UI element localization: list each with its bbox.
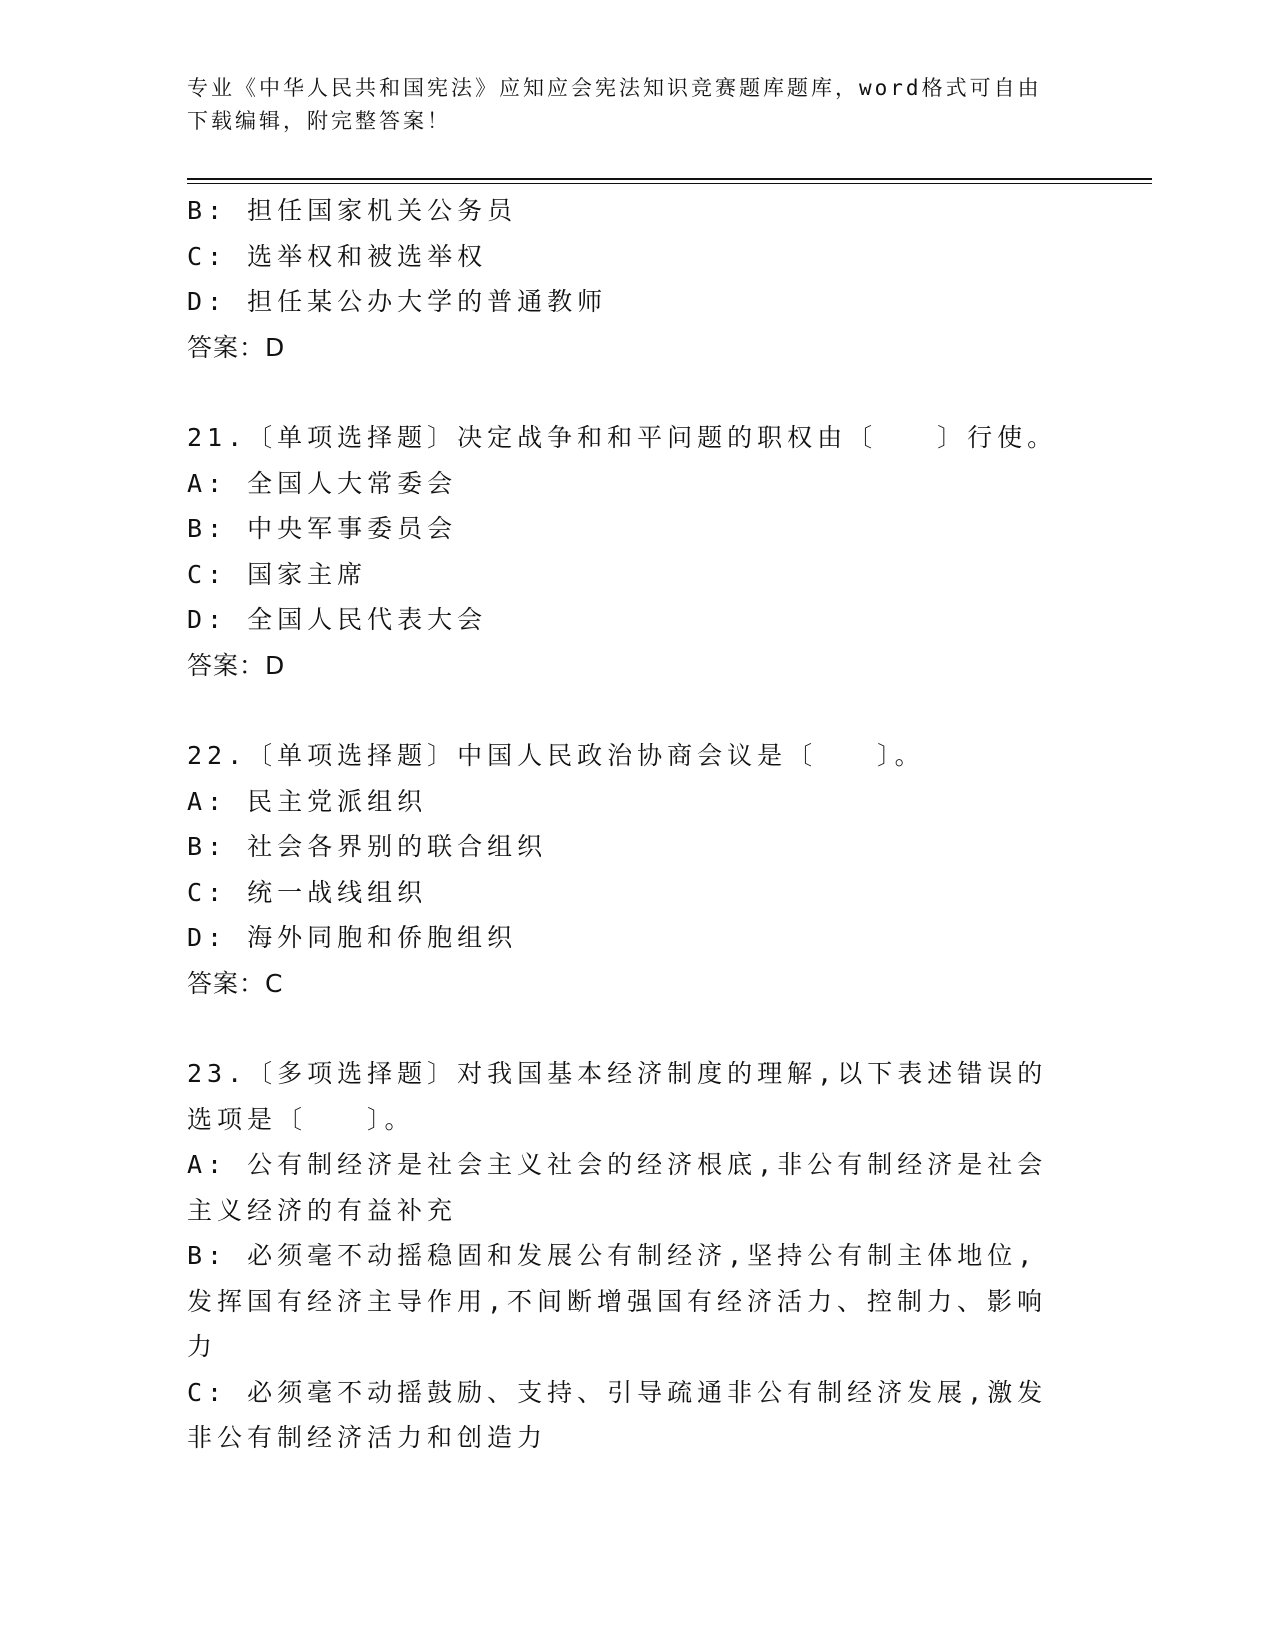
option-a: A: 全国人大常委会: [187, 468, 458, 498]
header-line-1: 专业《中华人民共和国宪法》应知应会宪法知识竞赛题库题库，word格式可自由: [187, 76, 1042, 100]
header-rule-thin: [187, 183, 1152, 184]
spacer: [187, 370, 1087, 415]
option-a: A: 民主党派组织: [187, 786, 428, 816]
option-a: A: 公有制经济是社会主义社会的经济根底,非公有制经济是社会主义经济的有益补充: [187, 1150, 1048, 1225]
question-21: [187, 415, 1087, 688]
answer: 答案：D: [187, 332, 286, 362]
spacer: [187, 1006, 1087, 1051]
question-stem: 23.〔多项选择题〕对我国基本经济制度的理解,以下表述错误的选项是〔 〕。: [187, 1059, 1048, 1134]
option-b: B: 必须毫不动摇稳固和发展公有制经济,坚持公有制主体地位,发挥国有经济主导作用,不间断增强国有经济活力、控制力、影响力: [187, 1241, 1048, 1361]
option-c: C: 必须毫不动摇鼓励、支持、引导疏通非公有制经济发展,激发非公有制经济活力和创造力: [187, 1377, 1048, 1452]
question-20-continued: [187, 188, 1087, 370]
answer: 答案：C: [187, 968, 284, 998]
option-d: D: 担任某公办大学的普通教师: [187, 287, 608, 316]
spacer: [187, 688, 1087, 733]
option-d: D: 海外同胞和侨胞组织: [187, 923, 518, 952]
document-header: [187, 72, 1067, 138]
answer: 答案：D: [187, 650, 286, 680]
header-rule-thick: [187, 178, 1152, 180]
option-c: C: 选举权和被选举权: [187, 241, 488, 271]
option-c: C: 统一战线组织: [187, 877, 428, 907]
option-b: B: 担任国家机关公务员: [187, 196, 518, 225]
option-c: C: 国家主席: [187, 559, 368, 589]
question-22: [187, 733, 1087, 1006]
option-b: B: 社会各界别的联合组织: [187, 832, 548, 861]
question-list: [187, 188, 1087, 1461]
header-line-2: 下载编辑，附完整答案！: [187, 109, 451, 133]
question-stem: 22.〔单项选择题〕中国人民政治协商会议是〔 〕。: [187, 741, 925, 770]
question-stem: 21.〔单项选择题〕决定战争和和平问题的职权由〔 〕行使。: [187, 423, 1058, 452]
question-23: [187, 1051, 1087, 1461]
option-b: B: 中央军事委员会: [187, 514, 458, 543]
option-d: D: 全国人民代表大会: [187, 605, 488, 634]
